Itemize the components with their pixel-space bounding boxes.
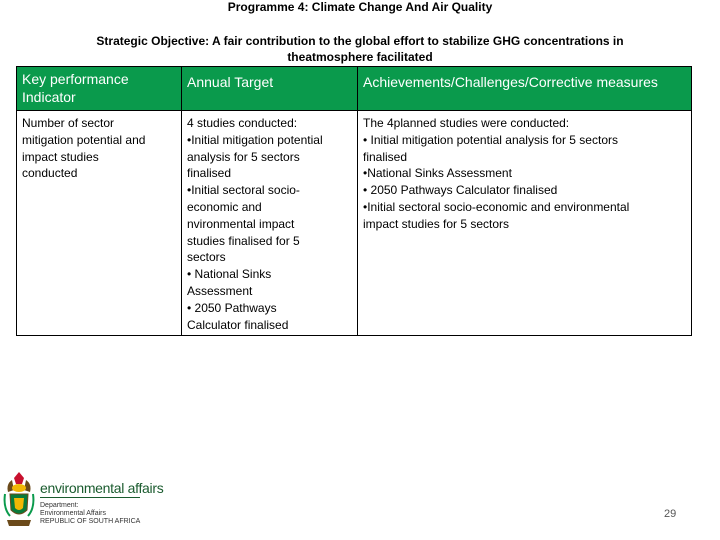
cell-line: analysis for 5 sectors: [187, 149, 300, 164]
cell-line: finalised: [363, 149, 408, 164]
page-number: 29: [664, 508, 677, 520]
column-header-annual-target: Annual Target: [182, 67, 358, 111]
cell-line: • 2050 Pathways Calculator finalised: [363, 183, 558, 198]
table-header-row: [17, 67, 692, 111]
brand-divider: [40, 497, 140, 498]
cell-line: Assessment: [187, 283, 253, 298]
cell-line: • Initial mitigation potential analysis for 5 sectors: [363, 132, 618, 147]
department-name: Environmental Affairs: [40, 510, 107, 517]
cell-line: • National Sinks: [187, 267, 272, 282]
programme-title: Programme 4: Climate Change And Air Quality: [227, 0, 493, 14]
brand-name: environmental affairs: [40, 480, 164, 496]
column-header-achievements: Achievements/Challenges/Corrective measures: [358, 67, 692, 111]
table-row: [17, 111, 692, 336]
kpi-table: [16, 66, 692, 336]
objective-line-1: Strategic Objective: A fair contribution to the global effort to stabilize GHG concentrations in: [96, 34, 624, 48]
cell-line: •Initial sectoral socio-economic and environmental: [363, 199, 630, 214]
department-label: Department:: [40, 502, 79, 509]
cell-line: The 4planned studies were conducted:: [363, 116, 570, 130]
objective-line-2: theatmosphere facilitated: [287, 50, 433, 64]
cell-annual-target: [182, 111, 358, 336]
country-name: REPUBLIC OF SOUTH AFRICA: [40, 518, 141, 525]
cell-indicator: [17, 111, 182, 336]
column-header-kpi: Key performance Indicator: [17, 67, 182, 111]
cell-line: mitigation potential and: [22, 132, 146, 147]
cell-line: Calculator finalised: [187, 317, 289, 332]
cell-line: •National Sinks Assessment: [363, 166, 512, 181]
coat-of-arms-icon: [2, 470, 36, 532]
department-logo: [2, 468, 164, 534]
cell-line: finalised: [187, 166, 232, 181]
cell-line: impact studies: [22, 149, 99, 164]
cell-achievements: [358, 111, 692, 336]
cell-line: •Initial sectoral socio-: [187, 183, 300, 198]
cell-line: studies finalised for 5: [187, 233, 300, 248]
cell-line: sectors: [187, 250, 226, 265]
cell-line: 4 studies conducted:: [187, 116, 298, 130]
strategic-objective: [40, 33, 680, 65]
cell-line: nvironmental impact: [187, 216, 295, 231]
cell-line: • 2050 Pathways: [187, 300, 277, 315]
cell-line: impact studies for 5 sectors: [363, 216, 510, 231]
cell-line: conducted: [22, 166, 78, 181]
cell-line: •Initial mitigation potential: [187, 132, 323, 147]
cell-line: economic and: [187, 199, 262, 214]
cell-line: Number of sector: [22, 116, 115, 130]
